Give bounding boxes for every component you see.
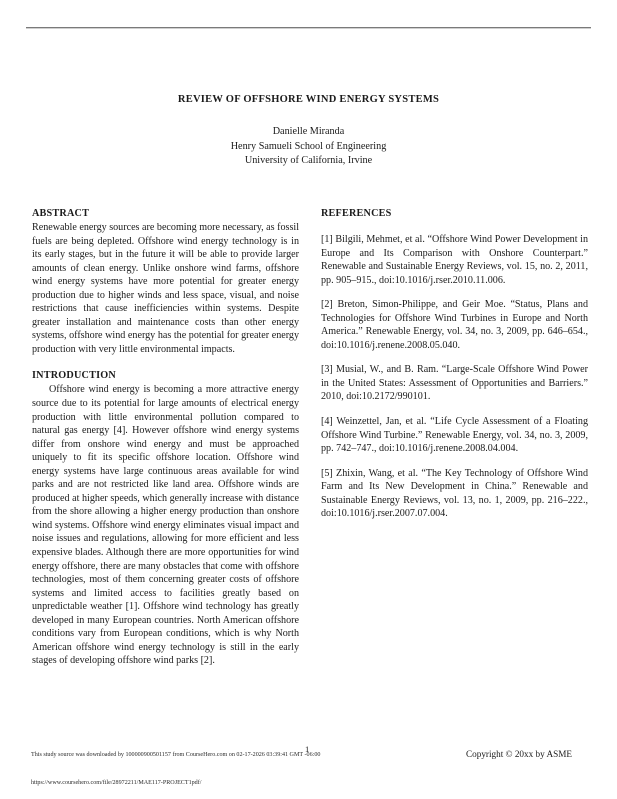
reference-item: [2] Breton, Simon-Philippe, and Geir Moe. “Status, Plans and Technologies for Offshore Wind Turbines in Europe and North America.” Renewable Energy, vol. 34, no. 3, 2009, pp. 646–654., doi:10.1016/j.renene.2008.05.040.	[321, 299, 588, 351]
header-rule	[26, 27, 591, 28]
references-heading: REFERENCES	[321, 208, 392, 219]
reference-item: [4] Weinzettel, Jan, et al. “Life Cycle Assessment of a Floating Offshore Wind Turbine.” Renewable Energy, vol. 34, no. 3, 2009, pp. 742–747., doi:10.1016/j.renene.2008.04.004.	[321, 416, 588, 455]
right-column	[321, 207, 588, 532]
abstract-paragraph: Renewable energy sources are becoming more necessary, as fossil fuels are being depleted. Offshore wind energy technology is in its early stages, but in the future it will be able to provide larger amounts of clean energy. Unlike onshore wind farms, offshore wind energy systems have more potential for greater energy production due to higher winds and less space, visual, and noise restrictions that cause inefficiencies within systems. Despite greater installation and maintenance costs than other energy systems, offshore wind energy has the potential for greater energy production with very little environmental impacts.	[32, 222, 299, 355]
source-url[interactable]: https://www.coursehero.com/file/28972211/MAE117-PROJECT1pdf/	[31, 780, 202, 786]
reference-list	[321, 233, 588, 521]
left-column	[32, 207, 299, 668]
reference-item: [3] Musial, W., and B. Ram. “Large-Scale Offshore Wind Power in the United States: Assessment of Opportunities and Barriers.” 2010, doi:10.2172/990101.	[321, 364, 588, 403]
author-name: Danielle Miranda	[272, 126, 345, 137]
author-school: Henry Samueli School of Engineering	[230, 140, 387, 152]
page-number: 1	[305, 744, 310, 754]
title-block	[30, 93, 587, 169]
reference-item: [5] Zhixin, Wang, et al. “The Key Technology of Offshore Wind Farm and Its New Development in China.” Renewable and Sustainable Energy Reviews, vol. 13, no. 1, 2009, pp. 216–222., doi:10.1016/j.rser.2007.07.004.	[321, 467, 588, 520]
author-block	[30, 125, 587, 169]
introduction-heading: INTRODUCTION	[32, 370, 116, 382]
copyright-notice: Copyright © 20xx by ASME	[466, 749, 573, 759]
introduction-paragraph: Offshore wind energy is becoming a more attractive energy source due to its potential for large amounts of electrical energy production with little environmental pollution compared to natural gas energy [4]. However offshore wind energy systems differ from onshore wind energy and must be approached uniquely to fit its specific offshore location. Offshore wind energy systems have large continuous areas available for wind parks and are not restricted like land area. Offshore winds are produced at higher speeds, which generally increase with distance from the shore allowing a higher energy production than onshore wind systems. Offshore wind energy eliminates visual impact and noise issues and regulations, allowing for more efficient and less expensive blades. Although there are more opportunities for wind energy offshore, there are many obstacles that come with offshore technologies, most of them concerning greater costs of offshore systems and limited access to facilities greatly based on unpredictable weather [1]. Offshore wind technology has greatly developed in many European countries. North American offshore conditions vary from European conditions, which is why North American offshore wind energy technology is still in the early stages of developing offshore wind parks [2].	[32, 384, 299, 667]
author-university: University of California, Irvine	[244, 155, 373, 166]
abstract-heading: ABSTRACT	[32, 208, 90, 219]
paper-title: REVIEW OF OFFSHORE WIND ENERGY SYSTEMS	[177, 94, 440, 105]
download-watermark-note: This study source was downloaded by 100000900501157 from CourseHero.com on 02-17-2026 03:39:41 GMT -06:00	[31, 752, 321, 758]
reference-item: [1] Bilgili, Mehmet, et al. “Offshore Wind Power Development in Europe and Its Comparison with Onshore Counterpart.” Renewable and Sustainable Energy Reviews, vol. 15, no. 2, 2011, pp. 905–915., doi:10.1016/j.rser.2010.11.006.	[321, 234, 588, 286]
